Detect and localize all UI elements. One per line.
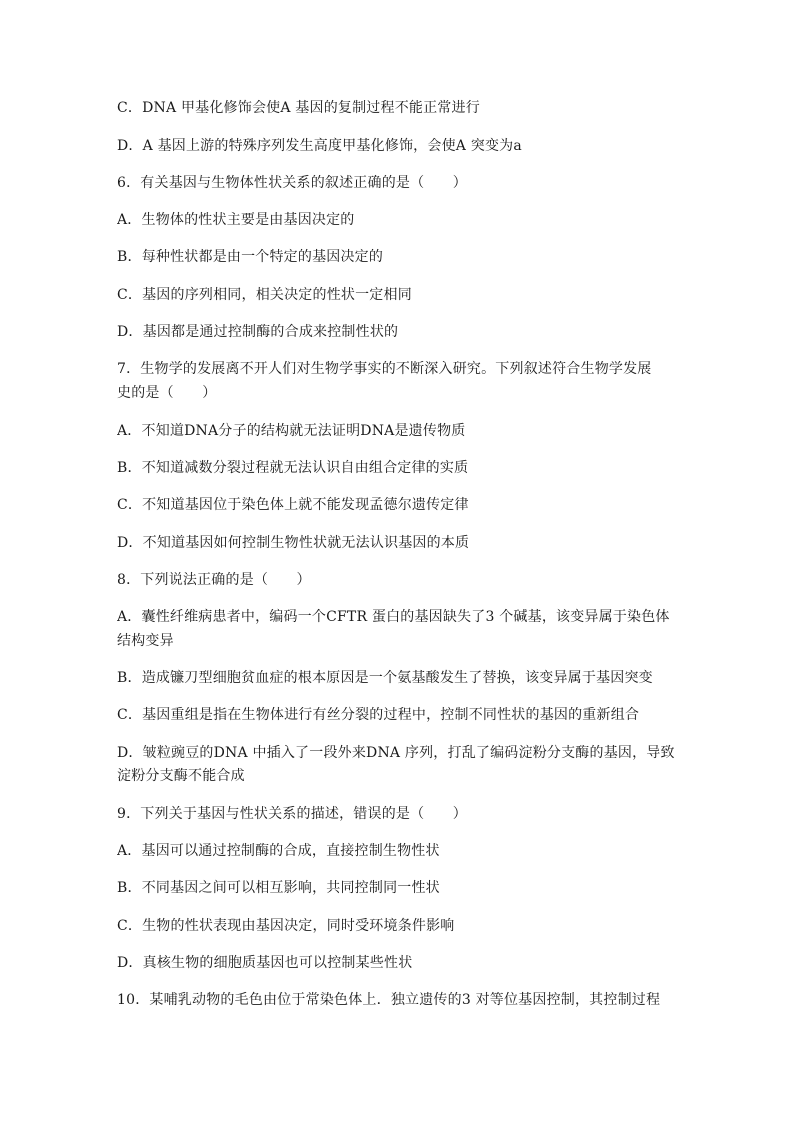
q9-stem: 9．下列关于基因与性状关系的描述，错误的是（ ） xyxy=(117,806,467,822)
q6-option-c: C．基因的序列相同，相关决定的性状一定相同 xyxy=(117,287,412,303)
q6-option-d: D．基因都是通过控制酶的合成来控制性状的 xyxy=(117,324,399,340)
q7-option-c: C．不知道基因位于染色体上就不能发现孟德尔遗传定律 xyxy=(117,497,469,513)
q7-option-d: D．不知道基因如何控制生物性状就无法认识基因的本质 xyxy=(117,535,470,551)
q9-option-c: C．生物的性状表现由基因决定，同时受环境条件影响 xyxy=(117,918,455,934)
q9-option-b: B．不同基因之间可以相互影响，共同控制同一性状 xyxy=(117,880,440,896)
q5-option-d: D．A 基因上游的特殊序列发生高度甲基化修饰，会使A 突变为a xyxy=(117,138,522,154)
q8-option-a-line-2: 结构变异 xyxy=(117,633,174,649)
q7-option-b: B．不知道减数分裂过程就无法认识自由组合定律的实质 xyxy=(117,460,469,476)
q8-option-c: C．基因重组是指在生物体进行有丝分裂的过程中，控制不同性状的基因的重新组合 xyxy=(117,707,640,723)
q8-option-a-line-1: A．囊性纤维病患者中，编码一个CFTR 蛋白的基因缺失了3 个碱基，该变异属于染色体 xyxy=(117,609,670,625)
q9-option-a: A．基因可以通过控制酶的合成，直接控制生物性状 xyxy=(117,843,440,859)
q7-stem-line-1: 7．生物学的发展离不开人们对生物学事实的不断深入研究。下列叙述符合生物学发展 xyxy=(117,361,652,377)
q7-option-a: A．不知道DNA分子的结构就无法证明DNA是遗传物质 xyxy=(117,423,466,439)
q10-stem: 10．某哺乳动物的毛色由位于常染色体上．独立遗传的3 对等位基因控制，其控制过程 xyxy=(117,992,661,1008)
q8-option-d-line-1: D．皱粒豌豆的DNA 中插入了一段外来DNA 序列，打乱了编码淀粉分支酶的基因，导致 xyxy=(117,745,675,761)
q8-option-b: B．造成镰刀型细胞贫血症的根本原因是一个氨基酸发生了替换，该变异属于基因突变 xyxy=(117,670,653,686)
q8-stem: 8．下列说法正确的是（ ） xyxy=(117,572,311,588)
q7-stem-line-2: 史的是（ ） xyxy=(117,385,217,401)
q6-stem: 6．有关基因与生物体性状关系的叙述正确的是（ ） xyxy=(117,175,467,191)
q6-option-a: A．生物体的性状主要是由基因决定的 xyxy=(117,212,355,228)
q9-option-d: D．真核生物的细胞质基因也可以控制某些性状 xyxy=(117,955,413,971)
q5-option-c: C．DNA 甲基化修饰会使A 基因的复制过程不能正常进行 xyxy=(117,100,480,116)
q8-option-d-line-2: 淀粉分支酶不能合成 xyxy=(117,768,245,784)
q6-option-b: B．每种性状都是由一个特定的基因决定的 xyxy=(117,249,384,265)
